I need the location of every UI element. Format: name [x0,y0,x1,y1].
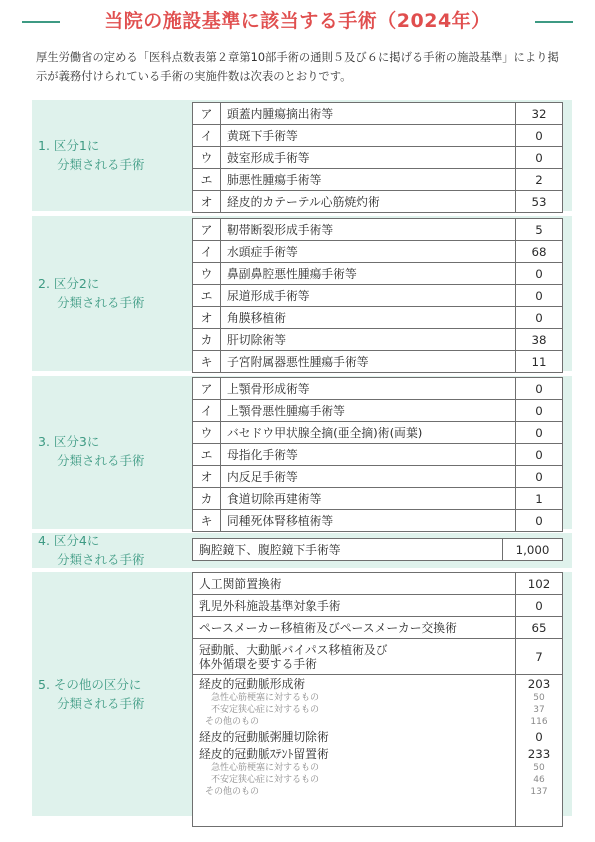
table-row [193,329,563,351]
surgery-name: 胸腔鏡下、腹腔鏡下手術等 [193,539,503,561]
table-row [193,675,563,827]
category-label [38,136,145,174]
sub-item-count: 137 [530,787,548,797]
surgery-name: 母指化手術等 [221,444,516,466]
surgery-name-line-1: 冠動脈、大動脈バイパス移植術及び [199,642,388,657]
category-label-line-2: 分類される手術 [57,295,145,310]
surgery-name [193,639,516,675]
category-panel-4 [32,533,572,568]
table-row [193,191,563,213]
sub-item-count: 37 [533,705,545,715]
surgery-table-3 [192,377,563,532]
row-key: ア [193,378,221,400]
table-row [193,378,563,400]
surgery-name: 水頭症手術等 [221,241,516,263]
surgery-table-2 [192,218,563,373]
row-key: エ [193,169,221,191]
surgery-name: 食道切除再建術等 [221,488,516,510]
row-key: ウ [193,147,221,169]
row-key: ア [193,219,221,241]
page-header [22,6,573,38]
category-label-line-1: 2. 区分2に [38,276,100,291]
surgery-count: 0 [516,263,563,285]
row-key: イ [193,241,221,263]
surgery-name: ペースメーカー移植術及びペースメーカー交換術 [193,617,516,639]
category-label-line-1: 3. 区分3に [38,434,100,449]
category-label [38,531,145,569]
table-row [193,617,563,639]
surgery-count: 32 [516,103,563,125]
sub-item-count: 46 [533,775,545,785]
surgery-name: 乳児外科施設基準対象手術 [193,595,516,617]
title-rule-left [22,21,60,23]
surgery-table-4 [192,538,563,561]
table-row [193,147,563,169]
pci-group-counts [516,675,563,827]
row-key: キ [193,510,221,532]
category-label-line-1: 4. 区分4に [38,533,100,548]
category-label [38,675,145,713]
surgery-name: 鼻副鼻腔悪性腫瘍手術等 [221,263,516,285]
surgery-count: 0 [516,147,563,169]
surgery-name: 頭蓋内腫瘍摘出術等 [221,103,516,125]
table-row [193,466,563,488]
table-row [193,400,563,422]
row-key: オ [193,191,221,213]
sub-item-name: その他のもの [205,717,260,727]
table-row [193,219,563,241]
row-key: オ [193,466,221,488]
surgery-count: 0 [516,444,563,466]
table-row [193,573,563,595]
row-key: イ [193,400,221,422]
surgery-count: 0 [516,422,563,444]
table-row [193,351,563,373]
surgery-count: 1 [516,488,563,510]
surgery-name: 肺悪性腫瘍手術等 [221,169,516,191]
intro-text: 厚生労働省の定める「医科点数表第２章第10部手術の通則５及び６に掲げる手術の施設基準」により掲示が義務付けられている手術の実施件数は次表のとおりです。 [36,51,559,83]
surgery-name: 鼓室形成手術等 [221,147,516,169]
surgery-name: 上顎骨形成術等 [221,378,516,400]
category-label [38,274,145,312]
table-row [193,639,563,675]
table-row [193,595,563,617]
surgery-name: 黄斑下手術等 [221,125,516,147]
surgery-name: 人工関節置換術 [193,573,516,595]
sub-item-count: 50 [533,693,545,703]
category-panel-2 [32,216,572,371]
category-label-line-2: 分類される手術 [57,157,145,172]
table-row [193,510,563,532]
table-row [193,285,563,307]
sub-item-count: 50 [533,763,545,773]
surgery-name: 角膜移植術 [221,307,516,329]
sub-item-name: 不安定狭心症に対するもの [211,705,320,715]
row-key: オ [193,307,221,329]
surgery-table-1 [192,102,563,213]
surgery-name: 靭帯断裂形成手術等 [221,219,516,241]
surgery-count: 53 [516,191,563,213]
table-row [193,488,563,510]
surgery-count: 5 [516,219,563,241]
surgery-count: 38 [516,329,563,351]
row-key: ア [193,103,221,125]
sub-item-name: 急性心筋梗塞に対するもの [211,763,320,773]
surgery-count: 68 [516,241,563,263]
surgery-table-5 [192,572,563,827]
table-row [193,103,563,125]
surgery-count: 0 [516,378,563,400]
surgery-name: 子宮附属器悪性腫瘍手術等 [221,351,516,373]
category-label-line-2: 分類される手術 [57,453,145,468]
surgery-count: 0 [516,466,563,488]
row-key: エ [193,444,221,466]
row-key: キ [193,351,221,373]
surgery-name: 経皮的冠動脈粥腫切除術 [199,730,329,744]
page-title: 当院の施設基準に該当する手術（2024年） [104,10,491,32]
surgery-name: 尿道形成手術等 [221,285,516,307]
category-panel-1 [32,100,572,211]
category-panel-5 [32,572,572,816]
surgery-name: 上顎骨悪性腫瘍手術等 [221,400,516,422]
category-label [38,432,145,470]
surgery-count: 233 [527,747,551,761]
row-key: ウ [193,263,221,285]
category-label-line-2: 分類される手術 [57,552,145,567]
surgery-count: 0 [516,307,563,329]
sub-item-name: その他のもの [205,787,260,797]
surgery-name: バセドウ甲状腺全摘(亜全摘)術(両葉) [221,422,516,444]
surgery-count: 65 [516,617,563,639]
row-key: カ [193,329,221,351]
table-row [193,539,563,561]
category-label-line-2: 分類される手術 [57,696,145,711]
table-row [193,444,563,466]
title-rule-right [535,21,573,23]
pci-group [193,675,516,827]
surgery-name-line-2: 体外循環を要する手術 [199,656,317,671]
row-key: エ [193,285,221,307]
surgery-count: 2 [516,169,563,191]
surgery-count: 0 [516,595,563,617]
table-row [193,263,563,285]
row-key: イ [193,125,221,147]
surgery-name: 経皮的カテーテル心筋焼灼術 [221,191,516,213]
category-label-line-1: 5. その他の区分に [38,677,142,692]
sub-item-name: 急性心筋梗塞に対するもの [211,693,320,703]
row-key: カ [193,488,221,510]
surgery-count: 102 [516,573,563,595]
surgery-name: 経皮的冠動脈ｽﾃﾝﾄ留置術 [199,747,329,761]
table-row [193,169,563,191]
surgery-name: 肝切除術等 [221,329,516,351]
surgery-name: 同種死体腎移植術等 [221,510,516,532]
sub-item-name: 不安定狭心症に対するもの [211,775,320,785]
surgery-count: 11 [516,351,563,373]
table-row [193,125,563,147]
surgery-count: 0 [516,510,563,532]
surgery-count: 203 [527,677,551,691]
surgery-count: 0 [516,125,563,147]
category-label-line-1: 1. 区分1に [38,138,100,153]
surgery-count: 1,000 [503,539,563,561]
surgery-name: 内反足手術等 [221,466,516,488]
surgery-count: 0 [516,285,563,307]
table-row [193,307,563,329]
surgery-count: 7 [516,639,563,675]
category-panel-3 [32,376,572,529]
row-key: ウ [193,422,221,444]
table-row [193,422,563,444]
surgery-count: 0 [516,400,563,422]
table-row [193,241,563,263]
surgery-count: 0 [535,730,543,744]
sub-item-count: 116 [530,717,548,727]
surgery-name: 経皮的冠動脈形成術 [199,677,306,691]
